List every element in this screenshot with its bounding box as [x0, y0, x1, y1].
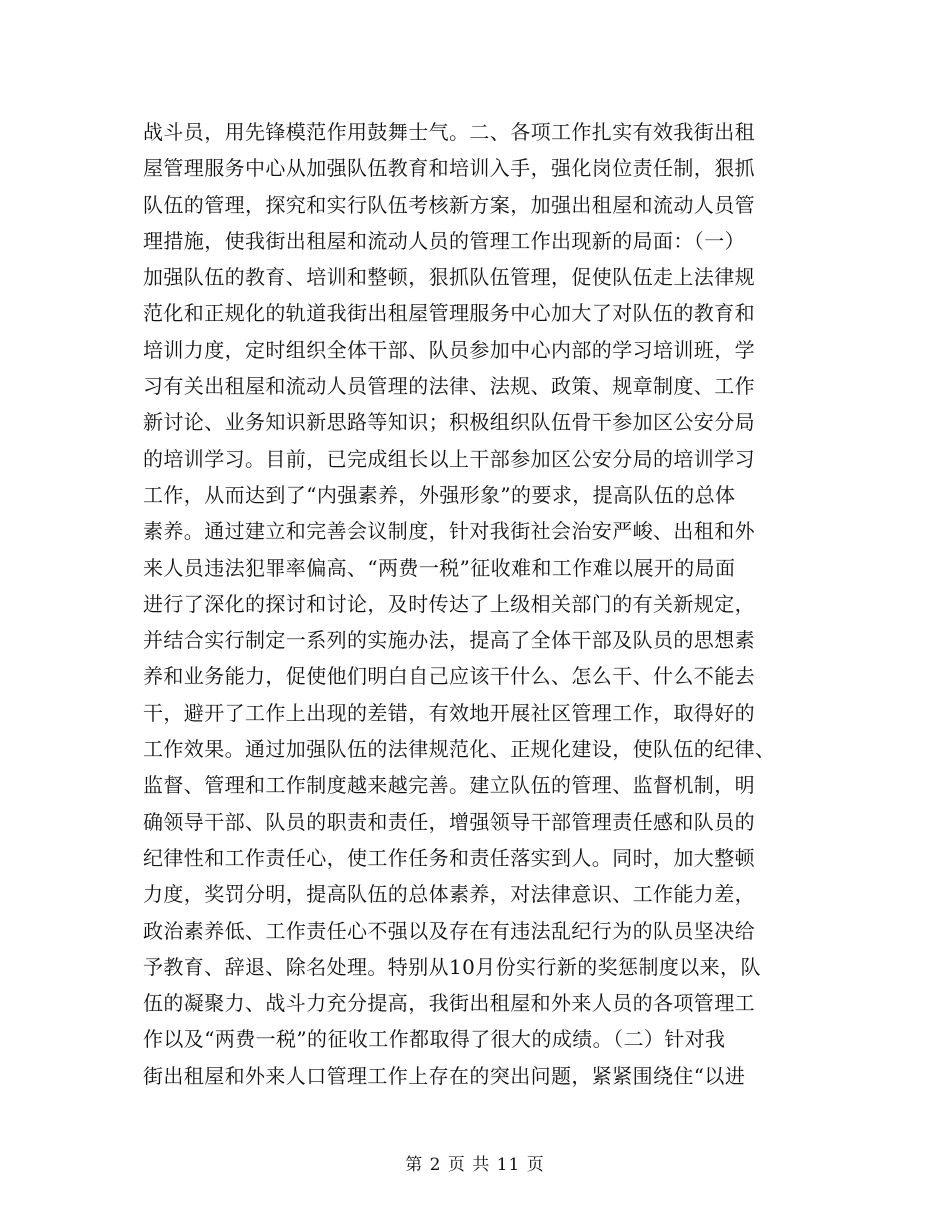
text-line: 的培训学习。目前，已完成组长以上干部参加区公安分局的培训学习 — [143, 446, 755, 471]
text-line: 队伍的管理，探究和实行队伍考核新方案，加强出租屋和流动人员管 — [143, 192, 755, 217]
text-line: 战斗员，用先锋模范作用鼓舞士气。二、各项工作扎实有效我街出租 — [143, 120, 755, 144]
text-line: 干，避开了工作上出现的差错，有效地开展社区管理工作，取得好的 — [143, 700, 755, 725]
text-line: 来人员违法犯罪率偏高、“两费一税”征收难和工作难以展开的局面 — [143, 555, 736, 580]
text-line: 政治素养低、工作责任心不强以及存在有违法乱纪行为的队员坚决给 — [143, 918, 755, 943]
text-line: 加强队伍的教育、培训和整顿，狠抓队伍管理，促使队伍走上法律规 — [143, 265, 755, 290]
body-text — [143, 114, 823, 1094]
text-line: 并结合实行制定一系列的实施办法，提高了全体干部及队员的思想素 — [143, 628, 755, 653]
text-line: 新讨论、业务知识新思路等知识；积极组织队伍骨干参加区公安分局 — [143, 410, 755, 435]
text-line: 予教育、辞退、除名处理。特别从10月份实行新的奖惩制度以来，队 — [143, 954, 761, 979]
text-line: 养和业务能力，促使他们明白自己应该干什么、怎么干、什么不能去 — [143, 664, 755, 689]
text-line: 工作效果。通过加强队伍的法律规范化、正规化建设，使队伍的纪律、 — [143, 737, 776, 762]
text-line: 工作，从而达到了“内强素养，外强形象”的要求，提高队伍的总体 — [143, 482, 736, 507]
text-line: 纪律性和工作责任心，使工作任务和责任落实到人。同时，加大整顿 — [143, 845, 755, 870]
text-line: 伍的凝聚力、战斗力充分提高，我街出租屋和外来人员的各项管理工 — [143, 991, 755, 1016]
text-line: 力度，奖罚分明，提高队伍的总体素养，对法律意识、工作能力差， — [143, 882, 755, 907]
text-line: 作以及“两费一税”的征收工作都取得了很大的成绩。（二）针对我 — [143, 1027, 726, 1052]
text-line: 确领导干部、队员的职责和责任，增强领导干部管理责任感和队员的 — [143, 809, 755, 834]
text-line: 习有关出租屋和流动人员管理的法律、法规、政策、规章制度、工作 — [143, 374, 755, 399]
text-line: 范化和正规化的轨道我街出租屋管理服务中心加大了对队伍的教育和 — [143, 301, 755, 326]
text-line: 素养。通过建立和完善会议制度，针对我街社会治安严峻、出租和外 — [143, 519, 755, 544]
text-line: 街出租屋和外来人口管理工作上存在的突出问题，紧紧围绕住“以进 — [143, 1063, 746, 1088]
text-line: 进行了深化的探讨和讨论，及时传达了上级相关部门的有关新规定， — [143, 591, 755, 616]
page-number-footer: 第 2 页 共 11 页 — [405, 1155, 545, 1175]
text-line: 屋管理服务中心从加强队伍教育和培训入手，强化岗位责任制，狠抓 — [143, 156, 755, 181]
text-line: 培训力度，定时组织全体干部、队员参加中心内部的学习培训班，学 — [143, 337, 755, 362]
text-line: 监督、管理和工作制度越来越完善。建立队伍的管理、监督机制，明 — [143, 773, 755, 798]
text-line: 理措施，使我街出租屋和流动人员的管理工作出现新的局面：（一） — [143, 228, 745, 253]
